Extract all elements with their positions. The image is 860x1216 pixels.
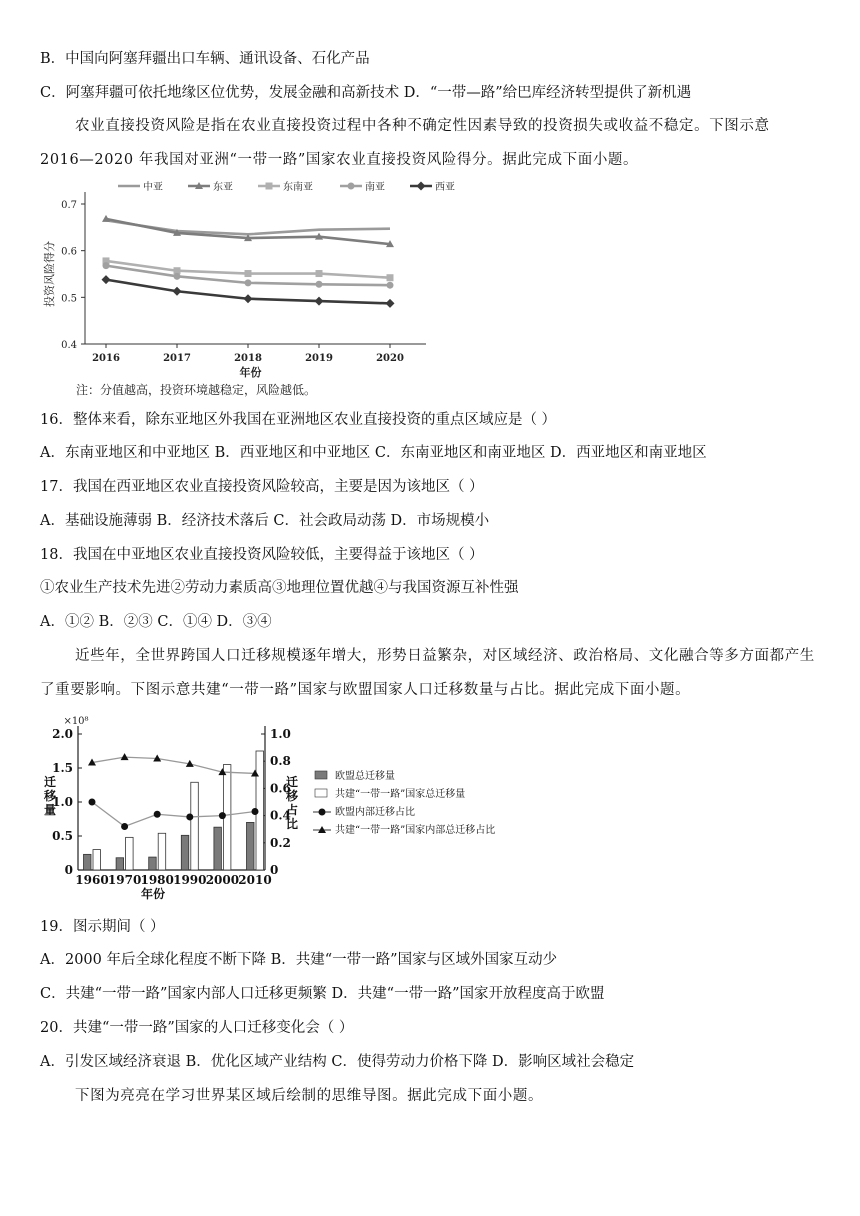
ratio-point [89,799,96,806]
right-tick-label: 0.8 [270,754,291,769]
x-tick-label: 2000 [205,873,240,887]
legend-label: 东南亚 [283,182,313,193]
bri-bar [126,837,134,870]
ratio-point [186,813,193,820]
bri-bar [93,850,101,870]
left-tick-label: 0 [64,863,73,877]
ratio-point [154,811,161,818]
right-axis-label-char: 移 [285,789,299,803]
x-axis-label: 年份 [140,887,166,901]
data-point [387,282,394,289]
investment-risk-line-chart [40,176,455,400]
right-axis-label-char: 迁 [285,775,299,789]
question-line-14: 下图为亮亮在学习世界某区域后绘制的思维导图。据此完成下面小题。 [75,1088,544,1104]
x-tick-label: 2017 [163,353,191,364]
question-line-4: 18．我国在中亚地区农业直接投资风险较低，主要得益于该地区（ ） [40,547,484,563]
data-point [102,275,111,284]
question-line-11: C．共建“一带一路”国家内部人口迁移更频繁 D．共建“一带一路”国家开放程度高于欧盟 [40,986,605,1002]
right-axis-label-char: 比 [285,817,299,831]
left-tick-label: 0.5 [52,829,73,843]
legend-label: 欧盟内部迁移占比 [335,807,415,818]
eu-bar [247,822,255,870]
left-unit: ×10⁸ [63,716,89,727]
data-point [245,279,252,286]
x-tick-label: 1960 [75,873,109,887]
data-point [245,270,252,277]
x-tick-label: 2010 [238,873,272,887]
question-line-13: A．引发区域经济衰退 B．优化区域产业结构 C．使得劳动力价格下降 D．影响区域社会稳定 [40,1054,635,1070]
ratio-point [121,823,128,830]
legend-label: 共建“一带一路”国家总迁移量 [335,789,466,800]
data-point [173,287,182,296]
data-point [103,262,110,269]
intro-line-3: 2016—2020 年我国对亚洲“一带一路”国家农业直接投资风险得分。据此完成下面小题。 [40,152,639,168]
question-line-7: 近些年，全世界跨国人口迁移规模逐年增大，形势日益繁杂，对区域经济、政治格局、文化融合等多方面都产生 [75,648,815,664]
right-tick-label: 0.6 [270,781,291,796]
legend-label: 东亚 [213,182,233,193]
data-point [315,297,324,306]
legend-swatch-eu-bar [315,771,327,779]
data-point [244,294,253,303]
intro-line-2: 农业直接投资风险是指在农业直接投资过程中各种不确定性因素导致的投资损失或收益不稳定。下图示意 [75,118,770,134]
question-line-10: A．2000 年后全球化程度不断下降 B．共建“一带一路”国家与区域外国家互动少 [40,952,558,968]
left-axis-label-char: 量 [43,803,57,817]
legend-label: 共建“一带一路”国家内部总迁移占比 [335,825,496,836]
legend-marker [266,183,273,190]
legend-label: 欧盟总迁移量 [335,771,395,782]
legend-marker [417,182,426,191]
x-tick-label: 1970 [107,873,142,887]
eu-bar [149,857,157,870]
question-line-5: ①农业生产技术先进②劳动力素质高③地理位置优越④与我国资源互补性强 [40,580,519,596]
legend-label: 西亚 [435,182,455,193]
intro-line-0: B．中国向阿塞拜疆出口车辆、通讯设备、石化产品 [40,51,370,67]
eu-bar [181,835,189,870]
ratio-point [219,812,226,819]
bri-bar [191,782,199,870]
right-axis-label-char: 占 [285,803,299,817]
data-point [387,274,394,281]
x-tick-label: 2020 [376,353,404,364]
chart-note: 注：分值越高，投资环境越稳定，风险越低。 [76,383,317,397]
question-line-9: 19．图示期间（ ） [40,919,165,935]
eu-bar [214,827,222,870]
left-axis-label-char: 迁 [43,775,57,789]
data-point [174,273,181,280]
y-tick-label: 0.7 [61,200,77,211]
y-tick-label: 0.6 [61,246,77,258]
legend-label: 南亚 [365,182,385,193]
question-line-12: 20．共建“一带一路”国家的人口迁移变化会（ ） [40,1020,354,1036]
x-axis-label: 年份 [239,366,262,379]
ratio-point [252,808,259,815]
right-tick-label: 1.0 [270,727,291,741]
data-point [316,281,323,288]
x-tick-label: 1990 [173,873,207,887]
legend-label: 中亚 [143,182,163,193]
migration-bar-line-chart [40,710,510,900]
left-axis-label-char: 移 [43,789,57,803]
data-point [316,270,323,277]
question-line-3: A．基础设施薄弱 B．经济技术落后 C．社会政局动荡 D．市场规模小 [40,513,490,529]
question-line-8: 了重要影响。下图示意共建“一带一路”国家与欧盟国家人口迁移数量与占比。据此完成下面小题。 [40,682,691,698]
left-tick-label: 1.0 [52,795,73,809]
right-tick-label: 0.2 [270,835,291,850]
left-tick-label: 1.5 [52,761,73,775]
question-line-6: A．①② B．②③ C．①④ D．③④ [40,614,272,630]
left-tick-label: 2.0 [52,727,73,741]
question-line-1: A．东南亚地区和中亚地区 B．西亚地区和中亚地区 C．东南亚地区和南亚地区 D．西亚地区和南亚地区 [40,445,707,461]
legend-swatch-bri-bar [315,789,327,797]
y-tick-label: 0.4 [61,340,77,351]
x-tick-label: 2016 [92,353,120,364]
question-line-2: 17．我国在西亚地区农业直接投资风险较高，主要是因为该地区（ ） [40,479,484,495]
x-tick-label: 2018 [234,353,262,364]
data-point [386,299,395,308]
right-tick-label: 0.4 [270,808,291,823]
x-tick-label: 1980 [140,873,174,887]
eu-bar [84,854,92,870]
x-tick-label: 2019 [305,353,333,364]
question-line-0: 16．整体来看，除东亚地区外我国在亚洲地区农业直接投资的重点区域应是（ ） [40,412,557,428]
y-axis-label: 投资风险得分 [43,241,56,307]
legend-marker [348,183,355,190]
legend-marker [319,809,326,816]
y-tick-label: 0.5 [61,293,77,305]
eu-bar [116,858,124,870]
right-tick-label: 0 [270,863,279,877]
intro-line-1: C．阿塞拜疆可依托地缘区位优势，发展金融和高新技术 D．“一带—路”给巴库经济转型提供了新机遇 [40,85,692,101]
bri-bar [158,833,166,870]
